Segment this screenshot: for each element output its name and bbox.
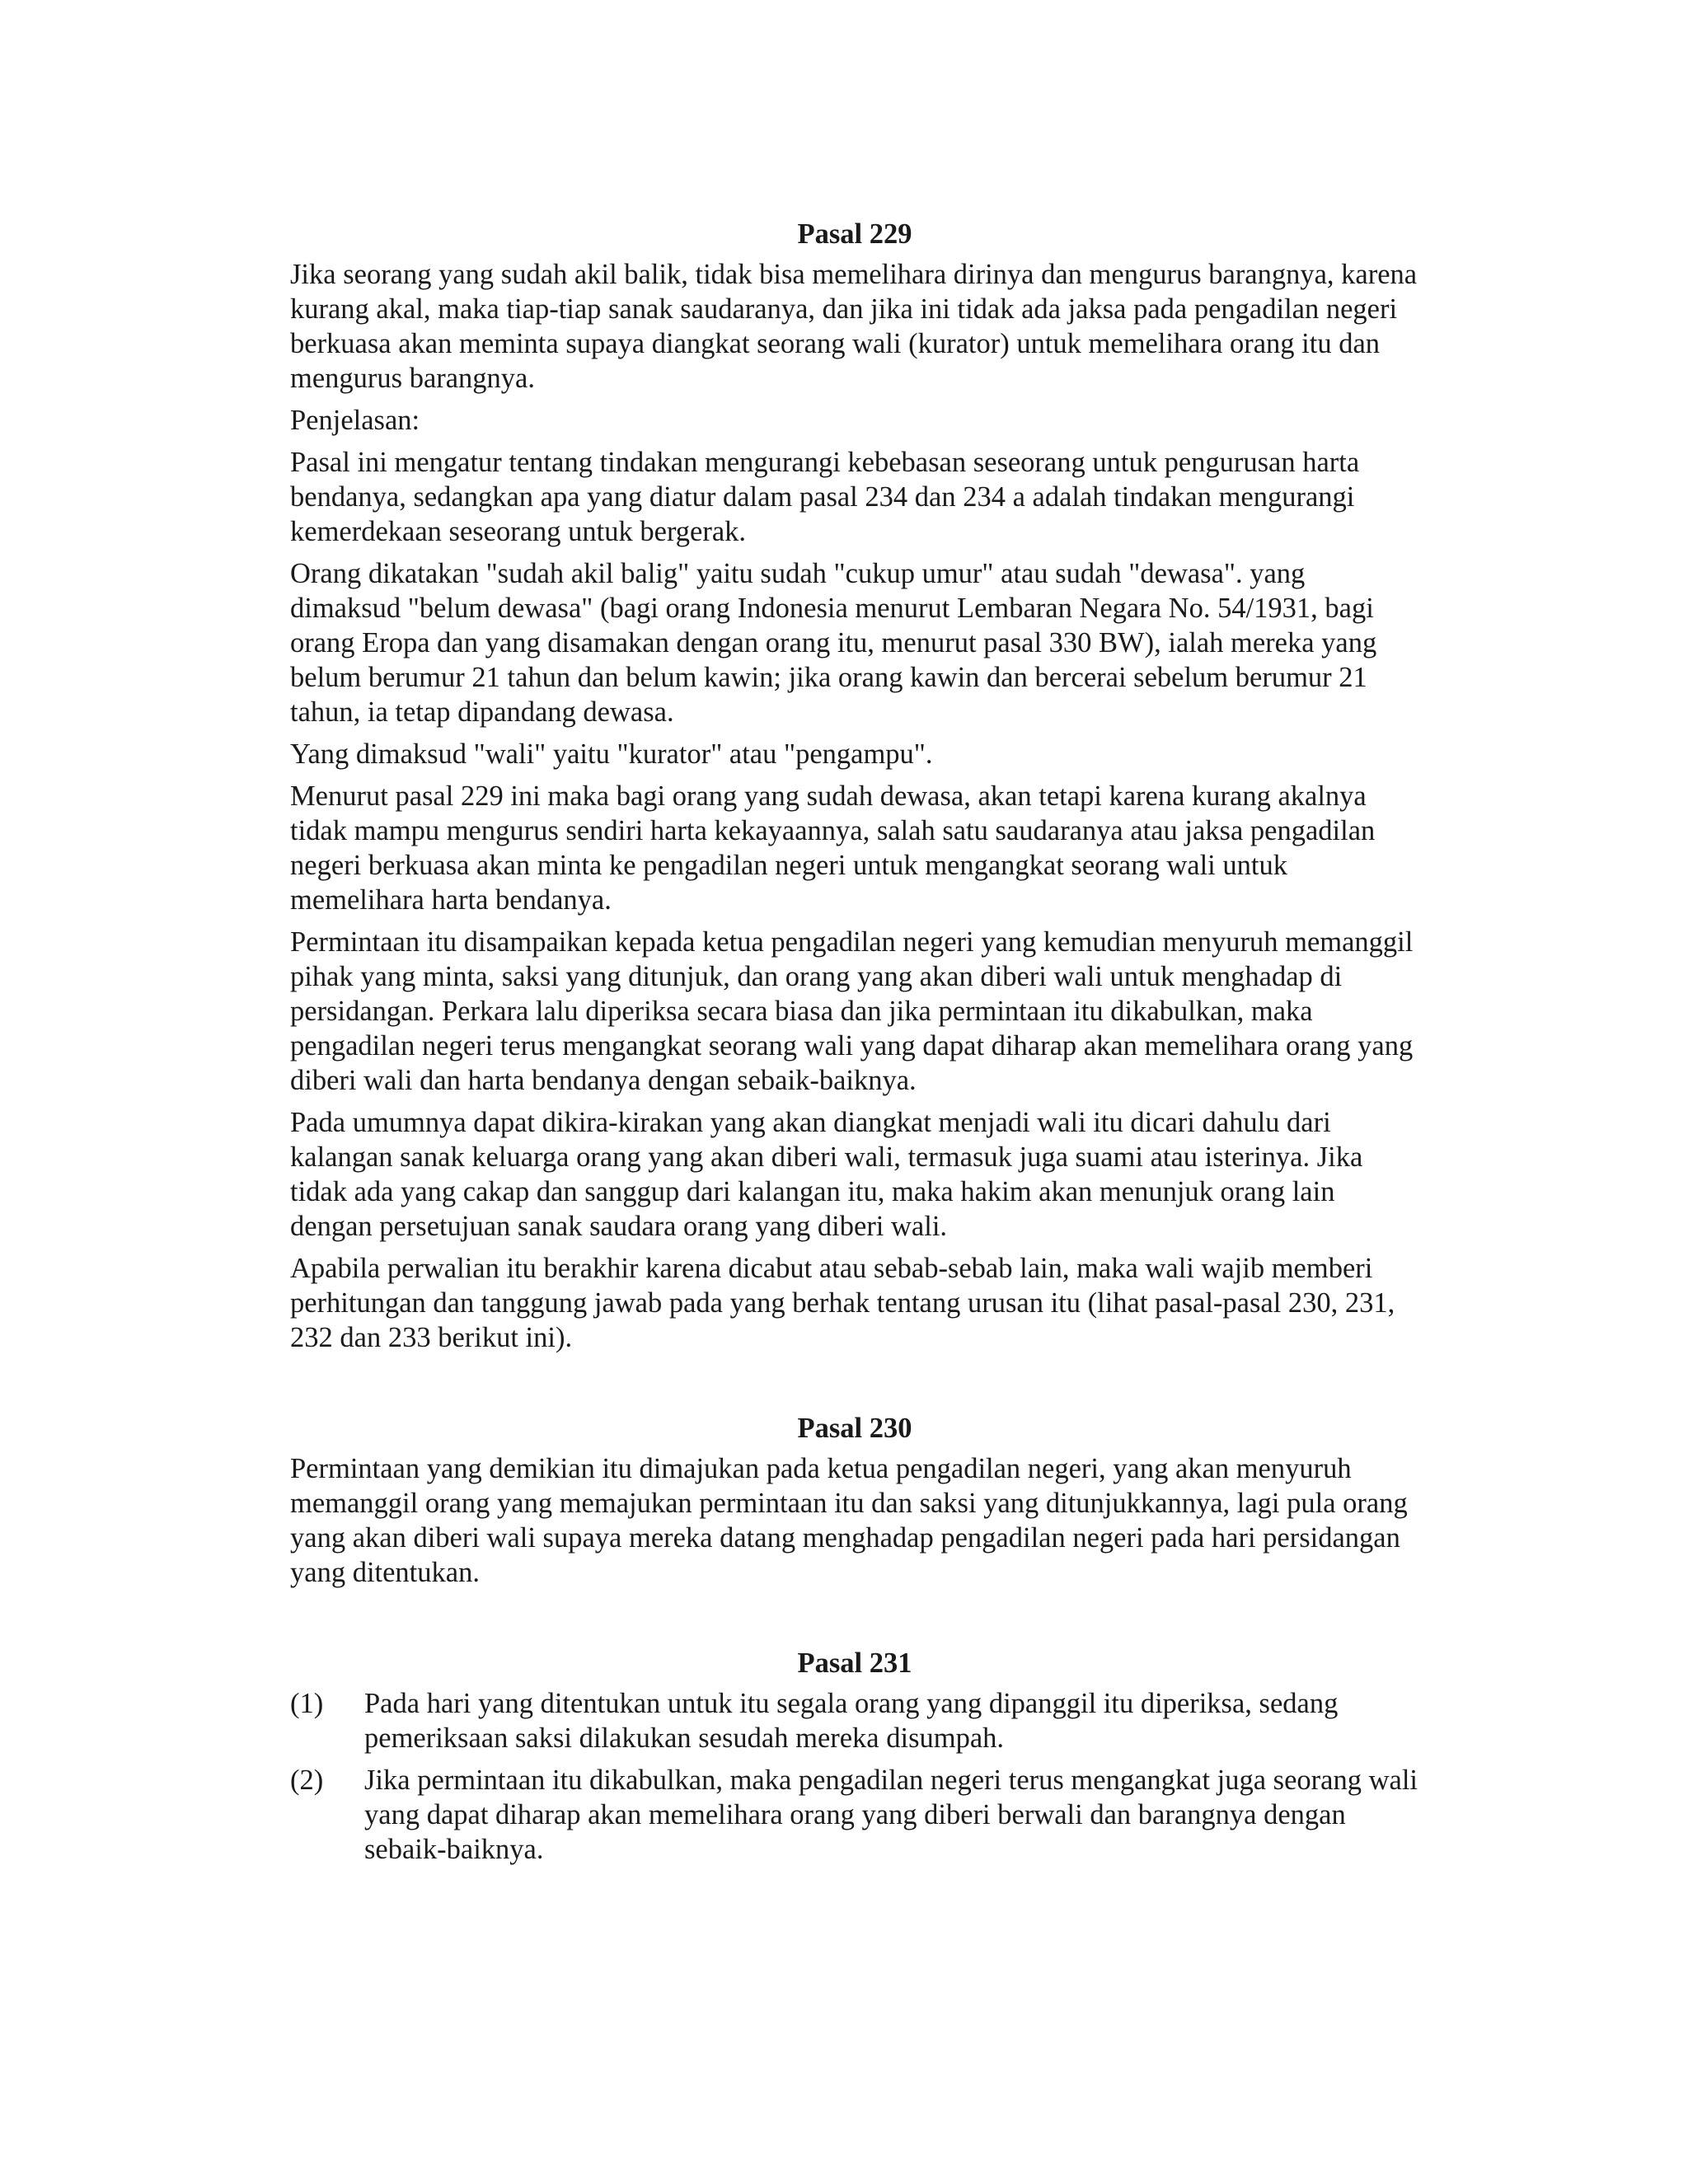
penjelasan-paragraph: Pada umumnya dapat dikira-kirakan yang akan diangkat menjadi wali itu dicari dahulu dari kalangan sanak keluarga orang yang akan diberi wali, termasuk juga suami atau isterinya. Jika tidak ada yang cakap dan sanggup dari kalangan itu, maka hakim akan menunjuk orang lain dengan persetujuan sanak saudara orang yang diberi wali.: [290, 1107, 1363, 1242]
pasal-229-section: [290, 216, 1419, 1355]
item-text: Jika permintaan itu dikabulkan, maka pengadilan negeri terus mengangkat juga seorang wali yang dapat diharap akan memelihara orang yang diberi berwali dan barangnya dengan sebaik-baiknya.: [364, 1765, 1418, 1865]
item-number: (1): [290, 1688, 324, 1719]
pasal-230-text: Permintaan yang demikian itu dimajukan pada ketua pengadilan negeri, yang akan menyuruh memanggil orang yang memajukan permintaan itu dan saksi yang ditunjukkannya, lagi pula orang yang akan diberi wali supaya mereka datang menghadap pengadilan negeri pada hari persidangan yang ditentukan.: [290, 1453, 1408, 1588]
penjelasan-label: Penjelasan:: [290, 405, 420, 436]
pasal-231-section: [290, 1645, 1419, 1867]
pasal-230-heading: Pasal 230: [797, 1413, 912, 1444]
document-page: [290, 216, 1419, 1874]
pasal-231-item: [290, 1686, 1419, 1755]
pasal-231-heading: Pasal 231: [797, 1647, 912, 1679]
item-text: Pada hari yang ditentukan untuk itu segala orang yang dipanggil itu diperiksa, sedang pemeriksaan saksi dilakukan sesudah mereka disumpah.: [364, 1688, 1339, 1754]
penjelasan-paragraph: Yang dimaksud "wali" yaitu "kurator" atau "pengampu".: [290, 738, 933, 770]
pasal-230-section: [290, 1410, 1419, 1590]
item-number: (2): [290, 1765, 324, 1796]
pasal-231-item: [290, 1763, 1419, 1867]
pasal-229-text: Jika seorang yang sudah akil balik, tidak bisa memelihara dirinya dan mengurus barangnya, karena kurang akal, maka tiap-tiap sanak saudaranya, dan jika ini tidak ada jaksa pada pengadilan negeri berkuasa akan meminta supaya diangkat seorang wali (kurator) untuk memelihara orang itu dan mengurus barangnya.: [290, 259, 1418, 394]
penjelasan-paragraph: Menurut pasal 229 ini maka bagi orang yang sudah dewasa, akan tetapi karena kurang akalnya tidak mampu mengurus sendiri harta kekayaannya, salah satu saudaranya atau jaksa pengadilan negeri berkuasa akan minta ke pengadilan negeri untuk mengangkat seorang wali untuk memelihara harta bendanya.: [290, 780, 1376, 916]
pasal-229-heading: Pasal 229: [797, 218, 912, 250]
penjelasan-paragraph: Permintaan itu disampaikan kepada ketua pengadilan negeri yang kemudian menyuruh memanggil pihak yang minta, saksi yang ditunjuk, dan orang yang akan diberi wali untuk menghadap di persidangan. Perkara lalu diperiksa secara biasa dan jika permintaan itu dikabulkan, maka pengadilan negeri terus mengangkat seorang wali yang dapat diharap akan memelihara orang yang diberi wali dan harta bendanya dengan sebaik-baiknya.: [290, 926, 1414, 1096]
penjelasan-paragraph: Orang dikatakan "sudah akil balig" yaitu sudah "cukup umur" atau sudah "dewasa". yang dimaksud "belum dewasa" (bagi orang Indonesia menurut Lembaran Negara No. 54/1931, bagi orang Eropa dan yang disamakan dengan orang itu, menurut pasal 330 BW), ialah mereka yang belum berumur 21 tahun dan belum kawin; jika orang kawin dan bercerai sebelum berumur 21 tahun, ia tetap dipandang dewasa.: [290, 558, 1377, 728]
section-spacer: [290, 1597, 1419, 1645]
penjelasan-paragraph: Apabila perwalian itu berakhir karena dicabut atau sebab-sebab lain, maka wali wajib memberi perhitungan dan tanggung jawab pada yang berhak tentang urusan itu (lihat pasal-pasal 230, 231, 232 dan 233 berikut ini).: [290, 1253, 1395, 1353]
penjelasan-paragraph: Pasal ini mengatur tentang tindakan mengurangi kebebasan seseorang untuk pengurusan harta bendanya, sedangkan apa yang diatur dalam pasal 234 dan 234 a adalah tindakan mengurangi kemerdekaan seseorang untuk bergerak.: [290, 447, 1360, 547]
section-spacer: [290, 1362, 1419, 1410]
